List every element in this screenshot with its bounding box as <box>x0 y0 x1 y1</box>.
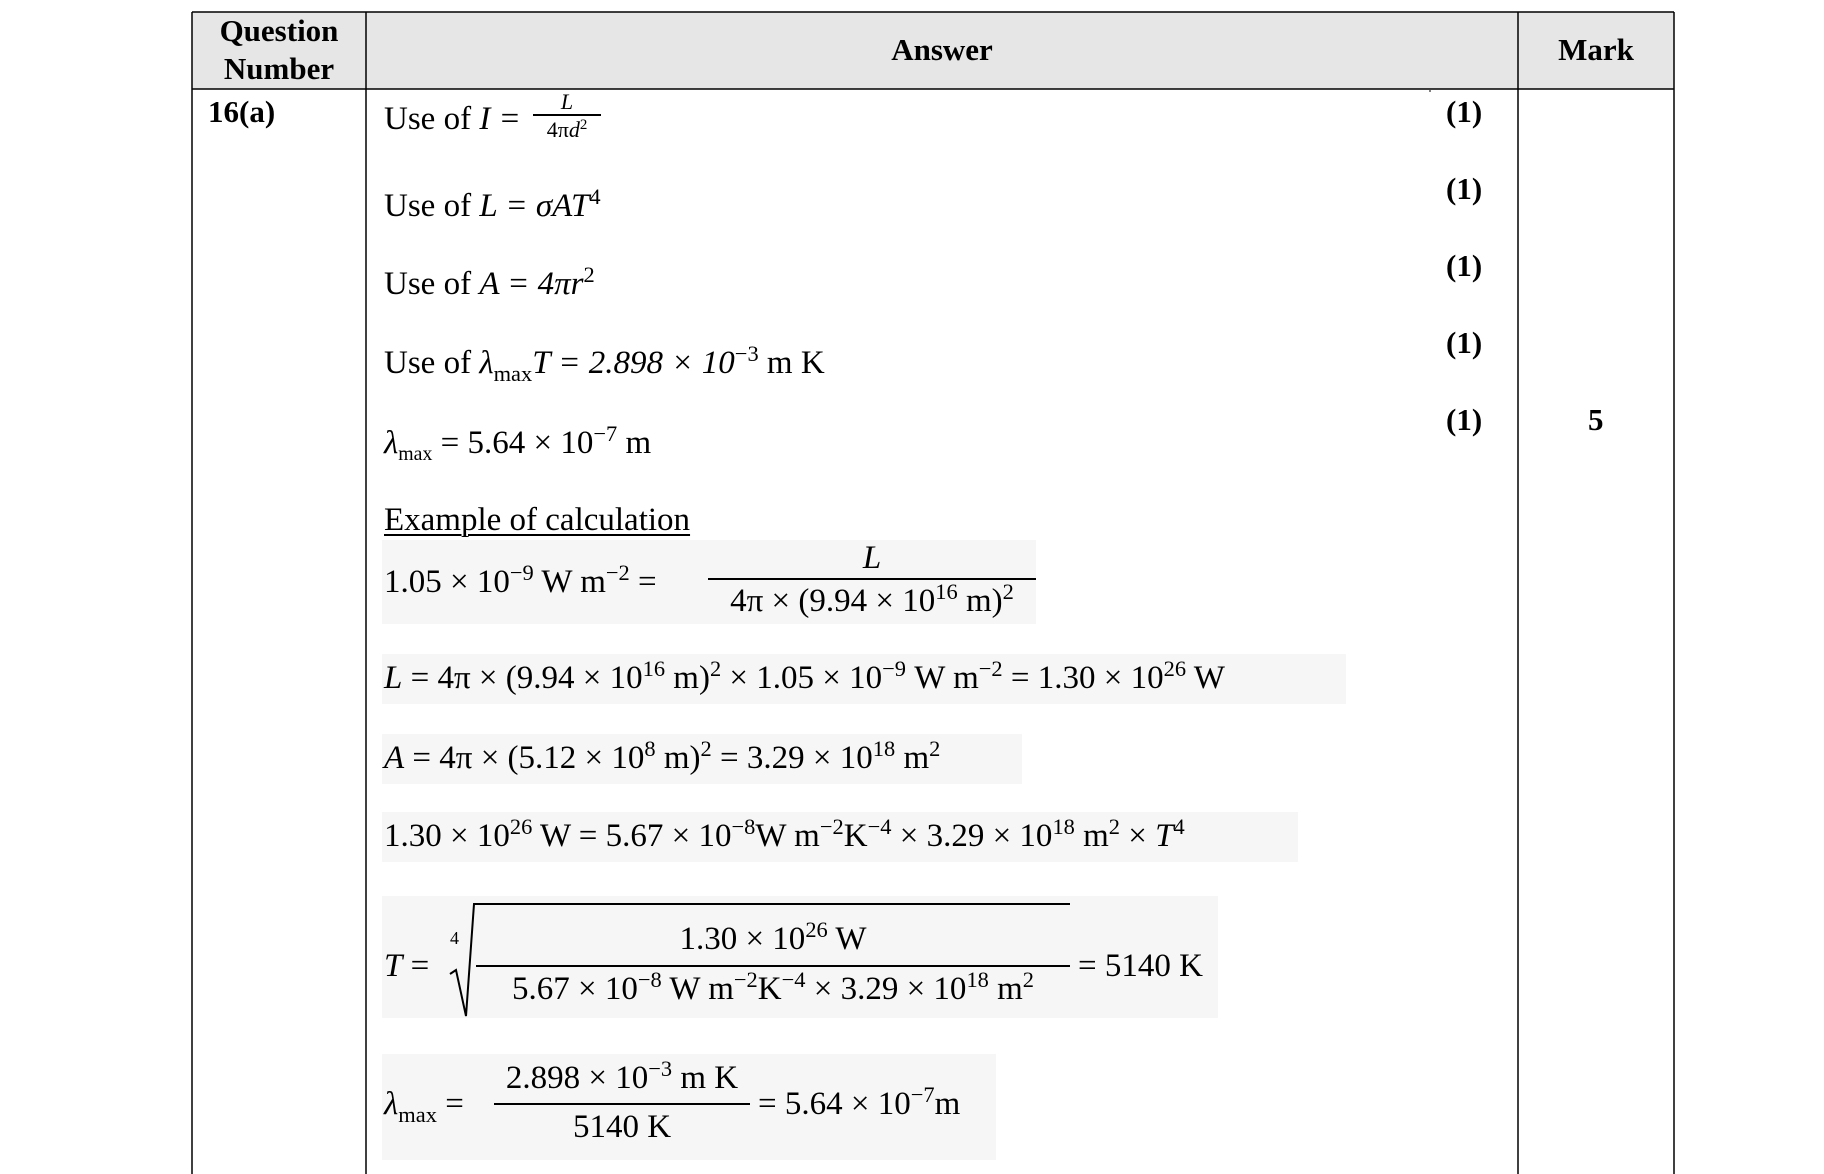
marking-point-1-fraction <box>533 90 601 147</box>
calc-line-6-result: = $5.64 \times 10^{-7}m$ <box>758 1081 961 1122</box>
example-heading: Example of calculation <box>384 502 691 538</box>
fraction-numerator: L <box>560 89 574 114</box>
calc-line-1: $1.05 \times 10^{-9}$ W $m^{-2}$ = <box>384 559 657 600</box>
calc-line-5-lhs: T = <box>384 948 430 984</box>
marking-point-3: Use of $A = 4\pi r^2$ <box>384 261 595 302</box>
calc-line-2: $L = 4\pi \times (9.94 \times 10^{16}$ $m)^2 \times 1.05 \times 10^{-9}$ W $m^{-2} = 1.30 \times 10^{26}$ W <box>384 655 1225 696</box>
calc-line-6-lhs: $\lambda_{max}$ = <box>384 1086 464 1127</box>
calc-line-1-fraction: L $4\pi \times (9.94 \times 10^{16}$ m)$^2$ <box>708 538 1036 625</box>
calc-line-5-fraction: $1.30 \times 10^{26}$ W $5.67 \times 10^{-8}$ W $m^{-2}K^{-4} \times 3.29 \times 10^{18}$ $m^2$ <box>476 916 1070 1014</box>
marking-point-4: Use of $\lambda_{max}T = 2.898 \times 10^{-3}$ m K <box>384 340 825 386</box>
mark-4: (1) <box>1446 325 1483 360</box>
calc-line-4: $1.30 \times 10^{26}$ $W = 5.67 \times 10^{-8}W$ $m^{-2}K^{-4} \times 3.29 \times 10^{18}$ $m^2 \times T^4$ <box>384 813 1185 854</box>
header-mark: Mark <box>1558 32 1634 67</box>
header-answer: Answer <box>891 32 993 67</box>
marking-point-2: Use of L = σAT$^4$ <box>384 183 601 224</box>
calc-line-6-fraction: $2.898 \times 10^{-3}$ m K 5140 K <box>494 1056 750 1149</box>
question-number: 16(a) <box>208 94 276 129</box>
fraction-denominator: $4\pi d^2$ <box>546 116 588 142</box>
calc-line-3: $A = 4\pi \times (5.12 \times 10^8$ $m)^2 = 3.29 \times 10^{18}$ $m^2$ <box>384 735 941 776</box>
header-question-number: Question Number <box>219 13 339 86</box>
calc-line-5-result: = 5140 K <box>1078 948 1203 984</box>
mark-1: (1) <box>1446 94 1483 129</box>
root-index: 4 <box>450 928 459 948</box>
mark-3: (1) <box>1446 248 1483 283</box>
mark-2: (1) <box>1446 171 1483 206</box>
marking-point-5: $\lambda_{max} = 5.64 \times 10^{-7}$ m <box>384 420 652 465</box>
marking-point-1: Use of I = <box>384 101 521 137</box>
total-mark: 5 <box>1588 402 1604 437</box>
mark-5: (1) <box>1446 402 1483 437</box>
